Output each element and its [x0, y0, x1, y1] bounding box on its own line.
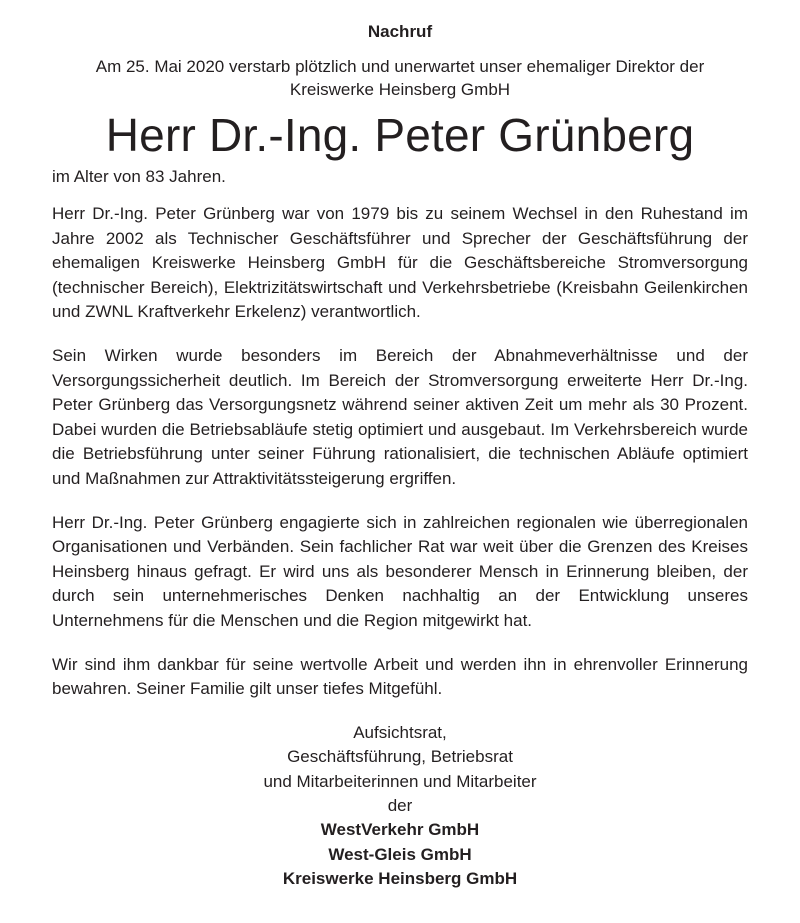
paragraph-career: Herr Dr.-Ing. Peter Grünberg war von 1979 bis zu seinem Wechsel in den Ruhestand im Jahre 2002 als Technischer Geschäftsführer und Sprecher der Geschäftsführung der ehemaligen Kreiswerke Heinsberg GmbH für die Geschäftsbereiche Stromversorgung (technischer Bereich), Elektrizitätswirtschaft und Verkehrsbetriebe (Kreisbahn Geilenkirchen und ZWNL Kraftverkehr Erkelenz) verantwortlich.: [52, 204, 748, 322]
company-kreiswerke: Kreiswerke Heinsberg GmbH: [282, 869, 518, 889]
paragraph-achievements: Sein Wirken wurde besonders im Bereich der Abnahmeverhältnisse und der Versorgungssicherheit deutlich. Im Bereich der Stromversorgung erweiterte Herr Dr.-Ing. Peter Grünberg das Versorgungsnetz während seiner aktiven Zeit um mehr als 30 Prozent. Dabei wurden die Betriebsabläufe stetig optimiert und ausgebaut. Im Verkehrsbereich wurde die Betriebsführung unter seiner Führung rationalisiert, die technischen Abläufe optimiert und Maßnahmen zur Attraktivitätssteigerung ergriffen.: [52, 345, 748, 488]
paragraph-gratitude: Wir sind ihm dankbar für seine wertvolle Arbeit und werden ihn in ehrenvoller Erinnerung bewahren. Seiner Familie gilt unser tiefes Mitgefühl.: [52, 654, 748, 699]
age-line: im Alter von 83 Jahren.: [52, 167, 226, 186]
paragraph-engagement: Herr Dr.-Ing. Peter Grünberg engagierte sich in zahlreichen regionalen wie überregionalen Organisationen und Verbänden. Sein fachlicher Rat war weit über die Grenzen des Kreises Heinsberg hinaus gefragt. Er wird uns als besonderer Mensch in Erinnerung bleiben, der durch sein unternehmerisches Denken nachhaltig an der Entwicklung unseres Unternehmens für die Menschen und die Region mitgewirkt hat.: [52, 512, 748, 630]
company-west-gleis: West-Gleis GmbH: [328, 844, 472, 864]
deceased-name: Herr Dr.-Ing. Peter Grünberg: [105, 109, 695, 161]
signature-line-1: Aufsichtsrat,: [353, 722, 447, 742]
intro-line-1: Am 25. Mai 2020 verstarb plötzlich und unerwartet unser ehemaliger Direktor der: [95, 57, 705, 76]
signature-line-4: der: [387, 795, 413, 815]
intro-line-2: Kreiswerke Heinsberg GmbH: [289, 80, 511, 99]
notice-heading: Nachruf: [367, 22, 433, 41]
signature-block: [52, 721, 748, 892]
signature-line-3: und Mitarbeiterinnen und Mitarbeiter: [263, 771, 537, 791]
company-westverkehr: WestVerkehr GmbH: [320, 820, 480, 840]
signature-line-2: Geschäftsführung, Betriebsrat: [287, 747, 513, 767]
intro-text: [52, 55, 748, 101]
